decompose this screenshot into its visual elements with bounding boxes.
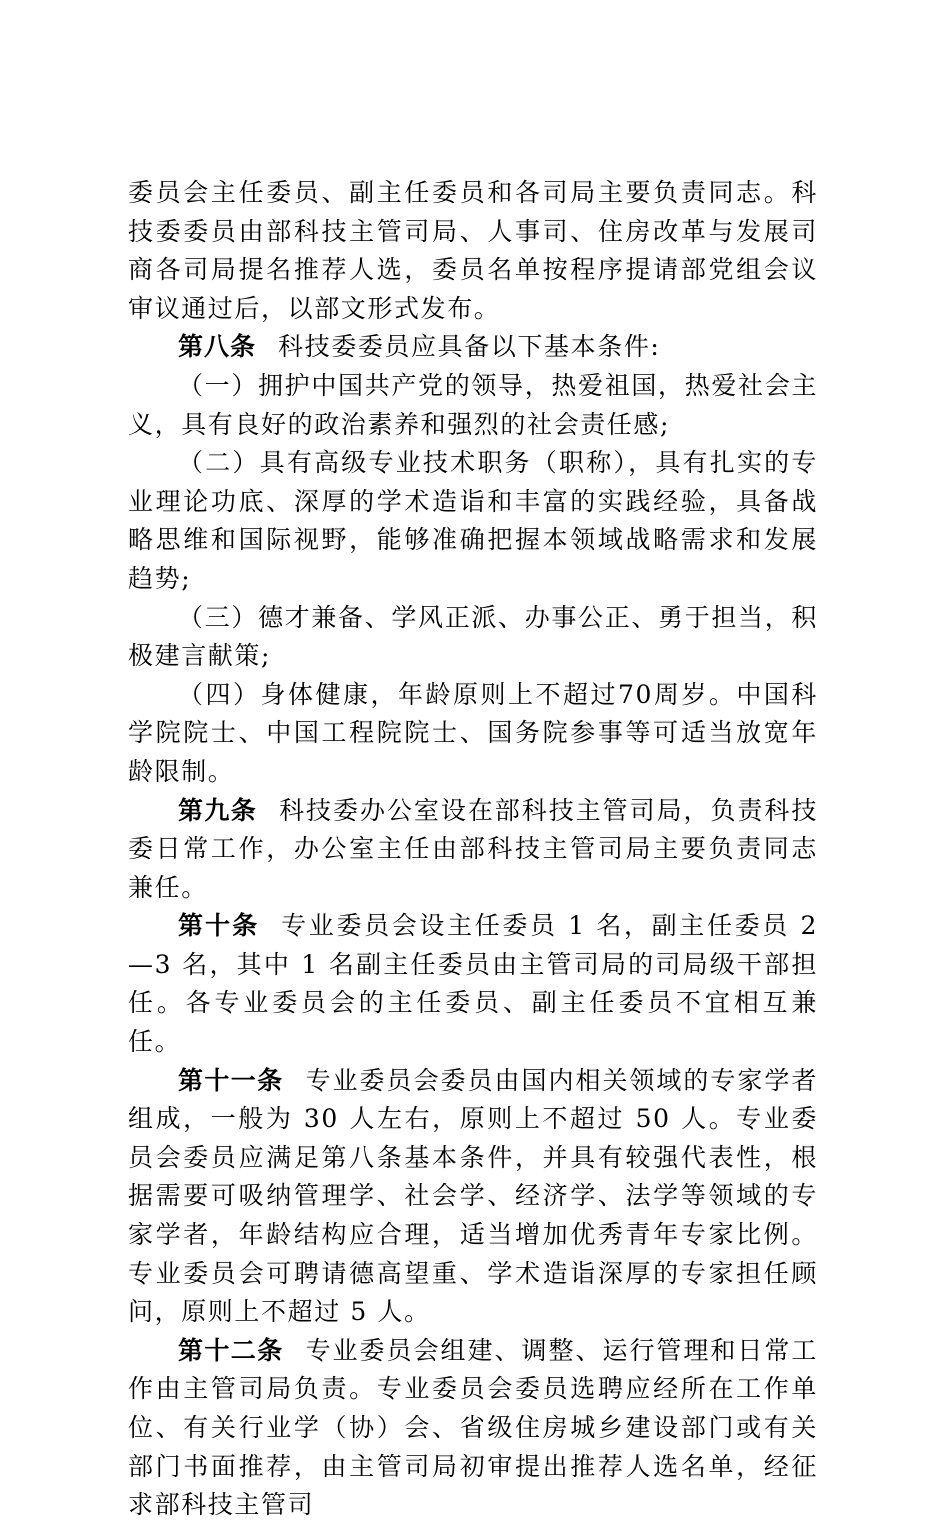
condition-2-text: （二）具有高级专业技术职务（职称），具有扎实的专业理论功底、深厚的学术造诣和丰富的实践经验，具备战略思维和国际视野，能够准确把握本领域战略需求和发展趋势;	[128, 448, 818, 593]
condition-1-text: （一）拥护中国共产党的领导，热爱祖国，热爱社会主义，具有良好的政治素养和强烈的社会责任感;	[128, 370, 818, 439]
condition-4-text: （四）身体健康，年龄原则上不超过70周岁。中国科学院院士、中国工程院院士、国务院参事等可适当放宽年龄限制。	[128, 679, 818, 786]
article-11-label: 第十一条	[178, 1065, 284, 1095]
article-9-label: 第九条	[178, 795, 258, 825]
article-8	[128, 328, 818, 367]
condition-4	[128, 676, 818, 792]
paragraph-text: 委员会主任委员、副主任委员和各司局主要负责同志。科技委委员由部科技主管司局、人事司、住房改革与发展司商各司局提名推荐人选，委员名单按程序提请部党组会议审议通过后，以部文形式发布。	[128, 178, 818, 323]
article-9-text: 科技委办公室设在部科技主管司局，负责科技委日常工作，办公室主任由部科技主管司局主要负责同志兼任。	[128, 795, 818, 902]
condition-3	[128, 599, 818, 676]
article-10-label: 第十条	[178, 911, 260, 941]
condition-1	[128, 367, 818, 444]
article-9	[128, 792, 818, 908]
article-12	[128, 1332, 818, 1525]
article-10	[128, 907, 818, 1061]
article-8-label: 第八条	[178, 332, 257, 362]
document-body	[128, 174, 818, 1525]
article-8-text: 科技委委员应具备以下基本条件:	[278, 332, 661, 362]
article-12-label: 第十二条	[178, 1335, 284, 1365]
condition-2	[128, 444, 818, 598]
paragraph-continuation	[128, 174, 818, 328]
article-11-text: 专业委员会委员由国内相关领域的专家学者组成，一般为 30 人左右，原则上不超过 50 人。专业委员会委员应满足第八条基本条件，并具有较强代表性，根据需要可吸纳管理学、社会学、经济学、法学等领域的专家学者，年龄结构应合理，适当增加优秀青年专家比例。专业委员会可聘请德高望重、学术造诣深厚的专家担任顾问，原则上不超过 5 人。	[128, 1065, 818, 1327]
article-11	[128, 1062, 818, 1332]
condition-3-text: （三）德才兼备、学风正派、办事公正、勇于担当，积极建言献策;	[128, 602, 818, 671]
article-12-text: 专业委员会组建、调整、运行管理和日常工作由主管司局负责。专业委员会委员选聘应经所在工作单位、有关行业学（协）会、省级住房城乡建设部门或有关部门书面推荐，由主管司局初审提出推荐人选名单，经征求部科技主管司	[128, 1335, 818, 1520]
article-10-text: 专业委员会设主任委员 1 名，副主任委员 2—3 名，其中 1 名副主任委员由主管司局的司局级干部担任。各专业委员会的主任委员、副主任委员不宜相互兼任。	[128, 911, 818, 1057]
